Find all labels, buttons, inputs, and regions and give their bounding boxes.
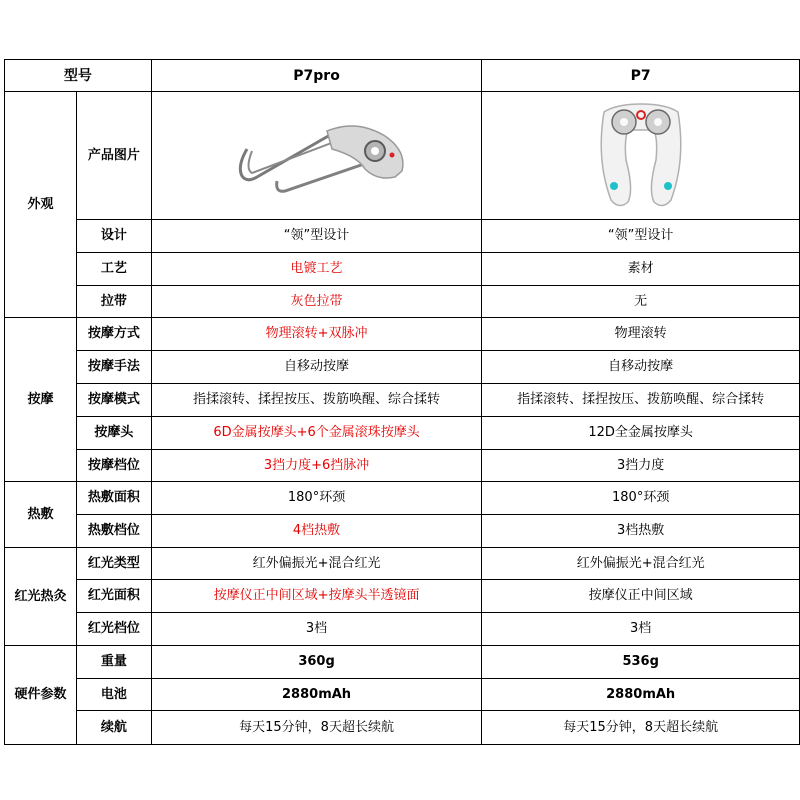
- value-p7: 无: [482, 286, 800, 318]
- value-p7: 12D全金属按摩头: [482, 417, 800, 450]
- item-label: 设计: [76, 220, 151, 253]
- value-p7: 3档: [482, 613, 800, 646]
- row-strap: [5, 286, 800, 318]
- value-p7pro: 4档热敷: [151, 515, 482, 548]
- item-label: 产品图片: [76, 92, 151, 220]
- neck-massager-gray-strap-image: [217, 111, 417, 201]
- value-p7: 红外偏振光+混合红光: [482, 548, 800, 580]
- value-p7: 素材: [482, 253, 800, 286]
- item-label: 按摩模式: [76, 384, 151, 417]
- item-label: 热敷档位: [76, 515, 151, 548]
- item-label: 按摩手法: [76, 351, 151, 384]
- row-heat-area: [5, 482, 800, 515]
- category-hardware: 硬件参数: [5, 646, 77, 745]
- row-massage-level: [5, 450, 800, 482]
- neck-massager-white-u-shape-image: [586, 100, 696, 212]
- value-p7pro: 灰色拉带: [151, 286, 482, 318]
- value-p7pro: 电镀工艺: [151, 253, 482, 286]
- row-redlight-type: [5, 548, 800, 580]
- value-p7pro: “领”型设计: [151, 220, 482, 253]
- value-p7pro: 3档: [151, 613, 482, 646]
- item-label: 热敷面积: [76, 482, 151, 515]
- row-massage-technique: [5, 351, 800, 384]
- row-design: [5, 220, 800, 253]
- item-label: 红光类型: [76, 548, 151, 580]
- model-label: 型号: [5, 60, 152, 92]
- value-p7: 2880mAh: [482, 679, 800, 711]
- value-p7: 536g: [482, 646, 800, 679]
- value-p7: “领”型设计: [482, 220, 800, 253]
- value-p7pro: 红外偏振光+混合红光: [151, 548, 482, 580]
- value-p7pro: 2880mAh: [151, 679, 482, 711]
- value-p7: 每天15分钟，8天超长续航: [482, 711, 800, 745]
- item-label: 按摩头: [76, 417, 151, 450]
- item-label: 电池: [76, 679, 151, 711]
- product-image-p7: [482, 92, 800, 220]
- value-p7: 180°环颈: [482, 482, 800, 515]
- item-label: 按摩档位: [76, 450, 151, 482]
- item-label: 拉带: [76, 286, 151, 318]
- row-battery: [5, 679, 800, 711]
- item-label: 红光档位: [76, 613, 151, 646]
- value-p7: 物理滚转: [482, 318, 800, 351]
- category-massage: 按摩: [5, 318, 77, 482]
- value-p7pro: 按摩仪正中间区域+按摩头半透镜面: [151, 580, 482, 613]
- category-redlight: 红光热灸: [5, 548, 77, 646]
- row-massage-method: [5, 318, 800, 351]
- item-label: 续航: [76, 711, 151, 745]
- value-p7: 3挡力度: [482, 450, 800, 482]
- model-p7: P7: [482, 60, 800, 92]
- value-p7pro: 180°环颈: [151, 482, 482, 515]
- category-heat: 热敷: [5, 482, 77, 548]
- item-label: 按摩方式: [76, 318, 151, 351]
- row-product-image: [5, 92, 800, 220]
- product-image-p7pro: [151, 92, 482, 220]
- model-p7pro: P7pro: [151, 60, 482, 92]
- row-weight: [5, 646, 800, 679]
- row-massage-mode: [5, 384, 800, 417]
- item-label: 重量: [76, 646, 151, 679]
- header-row: [5, 60, 800, 92]
- value-p7pro: 每天15分钟，8天超长续航: [151, 711, 482, 745]
- value-p7pro: 物理滚转+双脉冲: [151, 318, 482, 351]
- item-label: 红光面积: [76, 580, 151, 613]
- value-p7pro: 自移动按摩: [151, 351, 482, 384]
- row-massage-head: [5, 417, 800, 450]
- value-p7pro: 指揉滚转、揉捏按压、拨筋唤醒、综合揉转: [151, 384, 482, 417]
- value-p7pro: 3挡力度+6挡脉冲: [151, 450, 482, 482]
- value-p7pro: 6D金属按摩头+6个金属滚珠按摩头: [151, 417, 482, 450]
- row-redlight-area: [5, 580, 800, 613]
- value-p7: 按摩仪正中间区域: [482, 580, 800, 613]
- row-craft: [5, 253, 800, 286]
- row-redlight-level: [5, 613, 800, 646]
- value-p7: 3档热敷: [482, 515, 800, 548]
- value-p7: 指揉滚转、揉捏按压、拨筋唤醒、综合揉转: [482, 384, 800, 417]
- row-endurance: [5, 711, 800, 745]
- value-p7pro: 360g: [151, 646, 482, 679]
- row-heat-level: [5, 515, 800, 548]
- value-p7: 自移动按摩: [482, 351, 800, 384]
- category-appearance: 外观: [5, 92, 77, 318]
- spec-comparison-table: [4, 59, 800, 745]
- item-label: 工艺: [76, 253, 151, 286]
